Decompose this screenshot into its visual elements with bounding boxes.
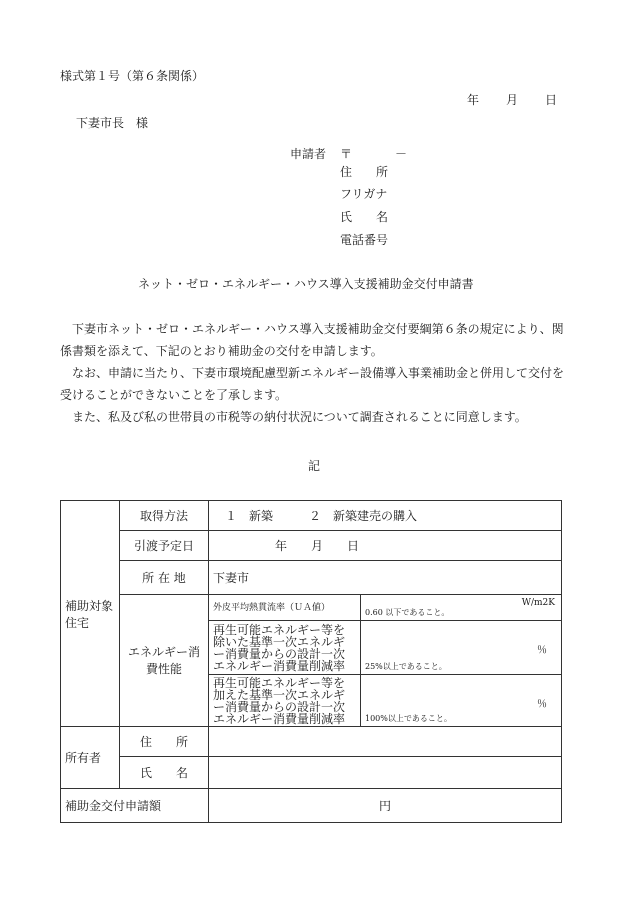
reduction1-condition: 25%以上であること。	[365, 662, 447, 671]
postal-dash: －	[395, 147, 408, 161]
owner-name-label: 氏 名	[120, 757, 209, 789]
location-label: 所 在 地	[120, 561, 209, 595]
applicant-label: 申請者	[290, 147, 327, 161]
postal-mark: 〒	[340, 147, 353, 161]
delivery-value[interactable]: 年 月 日	[209, 531, 562, 561]
owner-label: 所有者	[61, 727, 120, 789]
application-table	[60, 500, 562, 823]
acquisition-label: 取得方法	[120, 501, 209, 531]
reduction2-condition: 100%以上であること。	[365, 714, 452, 723]
reduction2-label: 再生可能エネルギー等を加えた基準一次エネルギー消費量からの設計一次エネルギー消費量削減率	[209, 675, 361, 727]
name-label: 氏 名	[340, 210, 389, 224]
location-value[interactable]: 下妻市	[209, 561, 562, 595]
owner-name-value[interactable]	[209, 757, 562, 789]
reduction1-unit: ％	[537, 645, 548, 656]
reduction1-label: 再生可能エネルギー等を除いた基準一次エネルギー消費量からの設計一次エネルギー消費量削減率	[209, 621, 361, 675]
body-paragraph-3: また、私及び私の世帯員の市税等の納付状況について調査されることに同意します。	[72, 410, 527, 424]
reduction2-value-cell[interactable]	[361, 675, 562, 727]
owner-address-label: 住 所	[120, 727, 209, 757]
body-text	[60, 318, 566, 428]
document-title: ネット・ゼロ・エネルギー・ハウス導入支援補助金交付申請書	[138, 277, 474, 291]
reduction2-unit: ％	[537, 699, 548, 710]
body-paragraph-1: 下妻市ネット・ゼロ・エネルギー・ハウス導入支援補助金交付要綱第６条の規定により、関係書類を添えて、下記のとおり補助金の交付を申請します。	[60, 322, 564, 358]
address-label: 住 所	[340, 165, 389, 179]
energy-performance-label: エネルギー消費性能	[120, 595, 209, 727]
target-house-label: 補助対象住宅	[61, 501, 120, 727]
ki-marker: 記	[308, 459, 321, 473]
date-year: 年	[467, 93, 480, 107]
reduction1-value-cell[interactable]	[361, 621, 562, 675]
form-number: 様式第１号（第６条関係）	[60, 69, 205, 83]
ua-value-cell[interactable]	[361, 595, 562, 621]
ua-condition: 0.60 以下であること。	[365, 608, 450, 617]
furigana-label: フリガナ	[340, 187, 388, 201]
amount-value[interactable]: 円	[209, 789, 562, 823]
date-day: 日	[545, 93, 558, 107]
delivery-label: 引渡予定日	[120, 531, 209, 561]
addressee: 下妻市長 様	[76, 116, 149, 130]
body-paragraph-2: なお、申請に当たり、下妻市環境配慮型新エネルギー設備導入事業補助金と併用して交付を受けることができないことを了承します。	[60, 366, 565, 402]
amount-label: 補助金交付申請額	[61, 789, 209, 823]
date-month: 月	[506, 93, 519, 107]
phone-label: 電話番号	[340, 233, 389, 247]
acquisition-value[interactable]: １ 新築 ２ 新築建売の購入	[209, 501, 562, 531]
ua-unit: W/m2K	[521, 598, 556, 608]
ua-label: 外皮平均熱貫流率（ＵＡ値）	[209, 595, 361, 621]
owner-address-value[interactable]	[209, 727, 562, 757]
